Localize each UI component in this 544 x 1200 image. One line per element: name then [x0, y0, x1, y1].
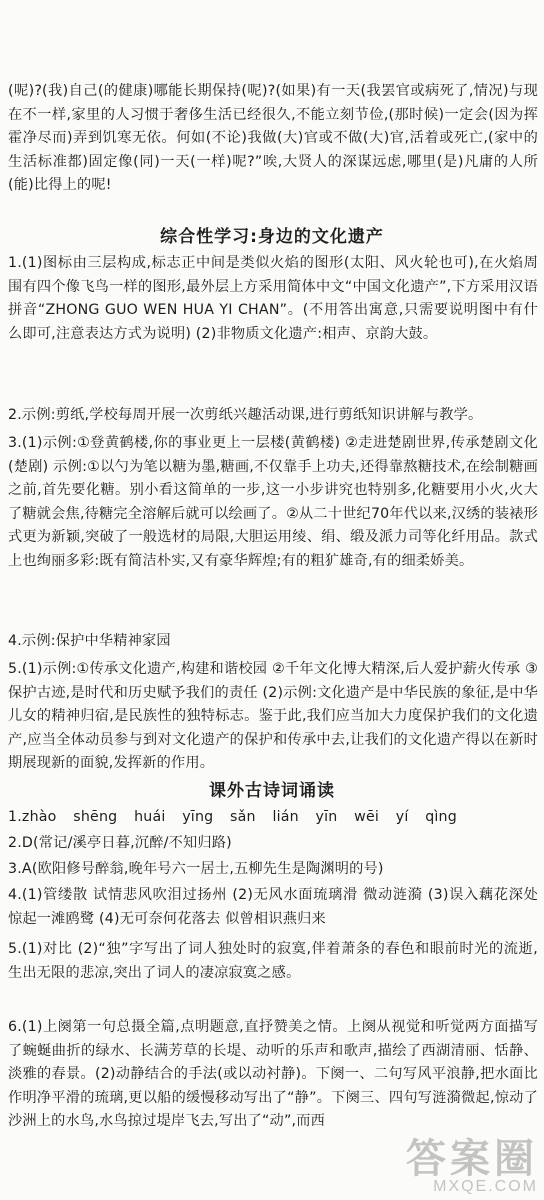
pinyin-answer: 1.zhào shēng huái yīng sǎn lián yīn wēi yí qìng: [8, 809, 457, 825]
poetry-item-6: 6.(1)上阕第一句总摄全篇,点明题意,直抒赞美之情。上阕从视觉和听觉两方面描写了蜿蜒曲折的绿水、长满芳草的长堤、动听的乐声和歌声,描绘了西湖清丽、恬静、淡雅的春景。(2)动静结合的手法(或以动衬静)。下阕一、二句写风平浪静,把水面比作明净平滑的琉璃,更以船的缓慢移动写出了“静”。下阕三、四句写涟漪微起,惊动了沙洲上的水鸟,水鸟掠过堤岸飞去,写出了“动”,而西: [8, 1019, 538, 1129]
answer-item-2: 2.示例:剪纸,学校每周开展一次剪纸兴趣活动课,进行剪纸知识讲解与教学。: [8, 407, 483, 423]
poetry-item-2: 2.D(常记/溪亭日暮,沉醉/不知归路): [8, 835, 232, 851]
answer-item-1: 1.(1)图标由三层构成,标志正中间是类似火焰的图形(太阳、风火轮也可),在火焰周围有四个像飞鸟一样的图形,最外层上方采用简体中文“中国文化遗产”,下方采用汉语拼音“ZHONG GUO WEN HUA YI CHAN”。(不用答出寓意,只需要说明图中有什么即可,注意表达方式为说明) (2)非物质文化遗产:相声、京韵大鼓。: [8, 255, 538, 342]
watermark-logo-text: 答案圈: [406, 1137, 538, 1181]
section-title-classical-poetry: 课外古诗词诵读: [209, 781, 335, 801]
site-watermark: [406, 1127, 538, 1196]
watermark-url: MXQE.COM: [433, 1178, 538, 1195]
answer-item-3: 3.(1)示例:①登黄鹤楼,你的事业更上一层楼(黄鹤楼) ②走进楚剧世界,传承楚剧文化(楚剧) 示例:①以勺为笔以糖为墨,糖画,不仅靠手上功夫,还得靠熬糖技术,在绘制糖画之前,首先要化糖。别小看这简单的一步,这一小步讲究也特别多,化糖要用小火,火大了糖就会焦,待糖完全溶解后就可以绘画了。②从二十世纪70年代以来,汉绣的装裱形式更为新颖,突破了一般选材的局限,大胆运用绫、绢、缎及派力司等化纤用品。款式上也绚丽多彩:既有简洁朴实,又有豪华辉煌;有的粗犷雄奇,有的细柔娇美。: [8, 435, 538, 569]
poetry-item-5: 5.(1)对比 (2)“独”字写出了词人独处时的寂寞,伴着萧条的春色和眼前时光的流逝,生出无限的悲凉,突出了词人的凄凉寂寞之感。: [8, 941, 538, 981]
section-title-cultural-heritage: 综合性学习:身边的文化遗产: [160, 227, 384, 247]
intro-paragraph: (呢)?(我)自己(的健康)哪能长期保持(呢)?(如果)有一天(我罢官或病死了,情况)与现在不一样,家里的人习惯于奢侈生活已经很久,不能立刻节俭,(那时候)一定会(因为挥霍净尽而)弄到饥寒无依。何如(不论)我做(大)官或不做(大)官,活着或死亡,(家中的生活标准都)固定像(同)一天(一样)呢?”唉,大贤人的深谋远虑,哪里(是)凡庸的人所(能)比得上的呢!: [8, 83, 538, 193]
poetry-item-4: 4.(1)管缕散 试情悲风吹泪过扬州 (2)无风水面琉璃滑 微动涟漪 (3)误入藕花深处 惊起一滩鸥鹭 (4)无可奈何花落去 似曾相识燕归来: [8, 887, 538, 927]
answer-item-5: 5.(1)示例:①传承文化遗产,构建和谐校园 ②千年文化博大精深,后人爱护薪火传承 ③保护古迹,是时代和历史赋予我们的责任 (2)示例:文化遗产是中华民族的象征,是中华儿女的精神归宿,是民族性的独特标志。鉴于此,我们应当加大力度保护我们的文化遗产,应当全体动员参与到对文化遗产的保护和传承中去,让我们的文化遗产得以在新时期展现新的面貌,发挥新的作用。: [8, 661, 538, 771]
answer-item-4: 4.示例:保护中华精神家园: [8, 633, 171, 649]
poetry-item-3: 3.A(欧阳修号醉翁,晚年号六一居士,五柳先生是陶渊明的号): [8, 861, 384, 877]
